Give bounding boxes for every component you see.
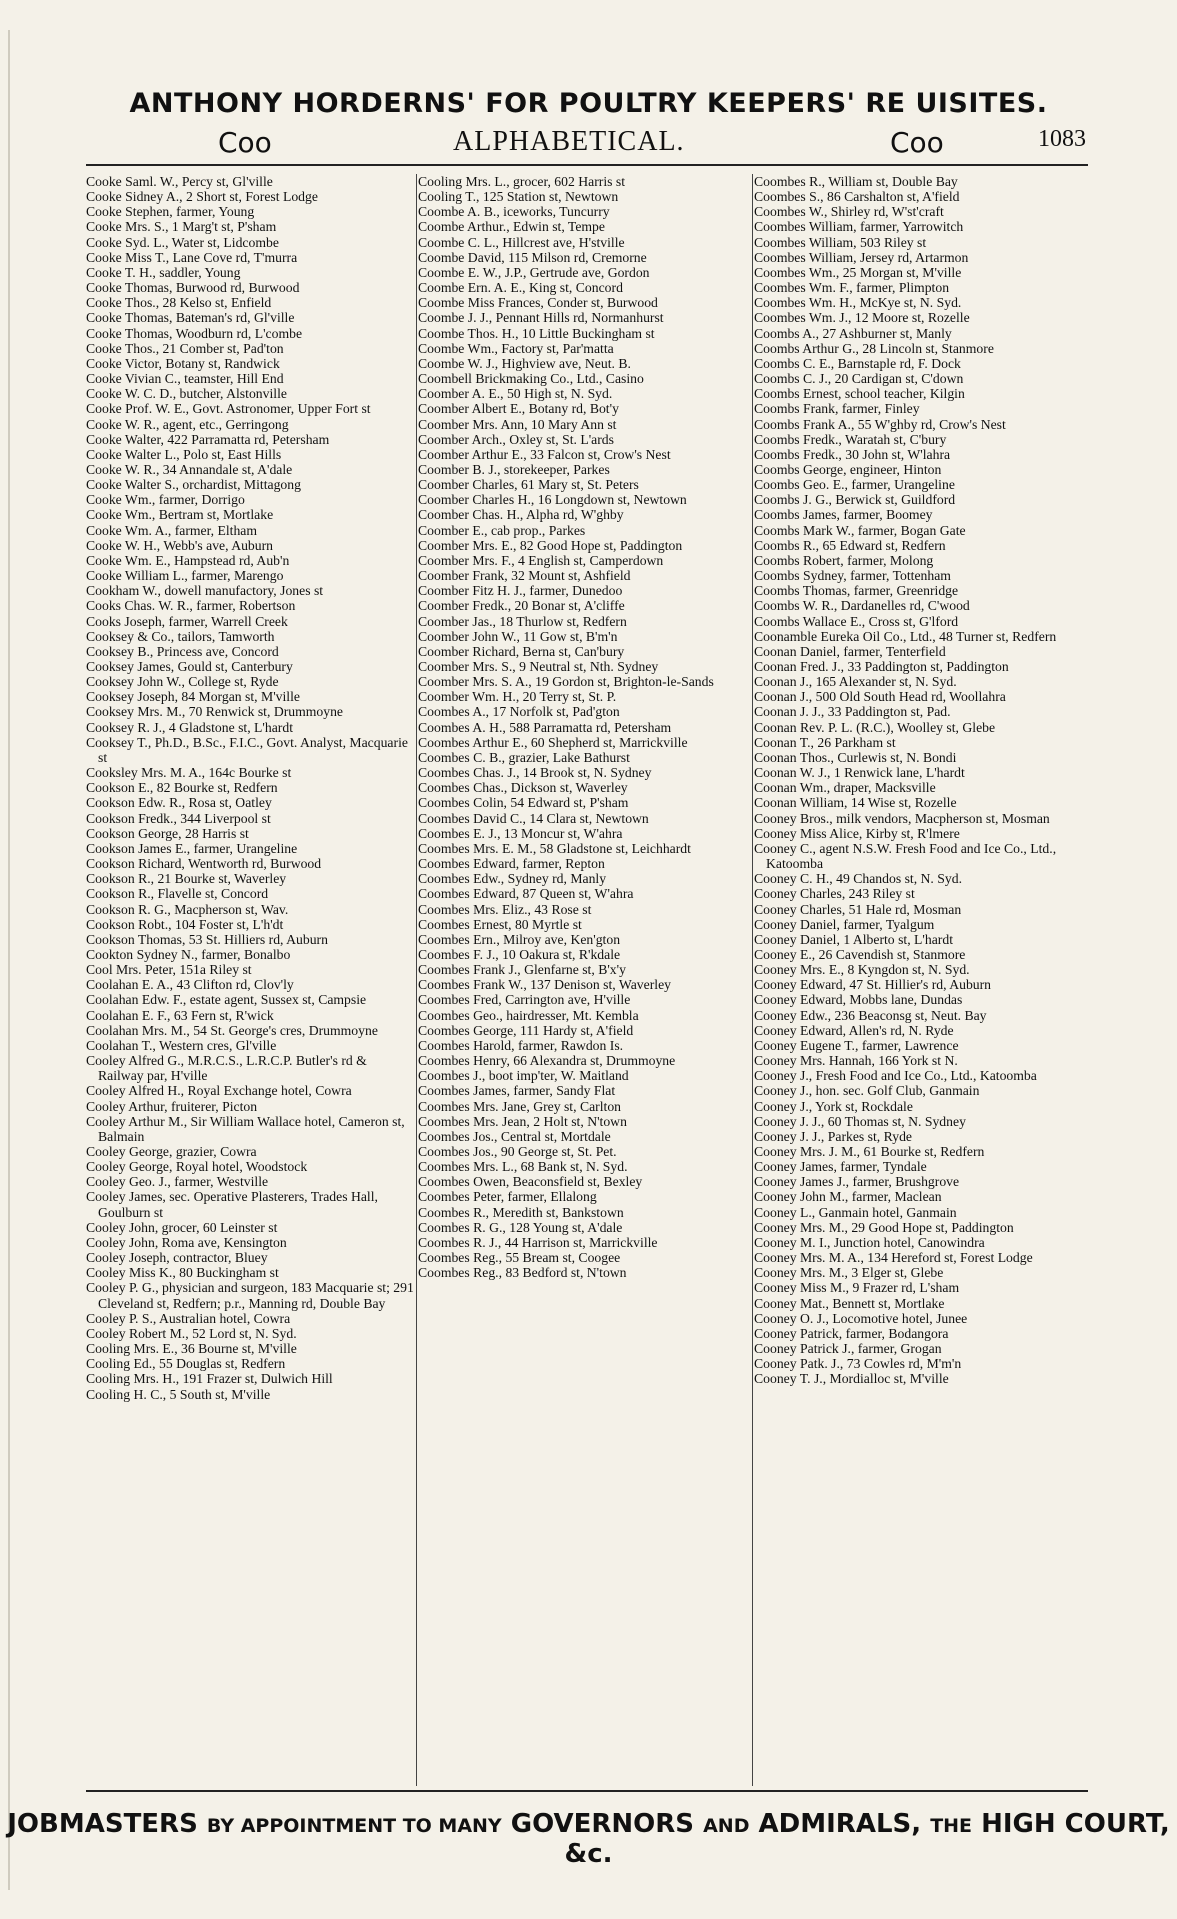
directory-entry: Coombes Reg., 83 Bedford st, N'town: [418, 1265, 627, 1281]
directory-entry: Coombes Wm., 25 Morgan st, M'ville: [754, 264, 962, 280]
directory-entry: Coombes Wm. H., McKye st, N. Syd.: [754, 295, 962, 311]
directory-entry: Coombes Wm. F., farmer, Plimpton: [754, 280, 950, 296]
directory-entry: Cookton Sydney N., farmer, Bonalbo: [86, 946, 291, 962]
directory-entry: Coombes E. J., 13 Moncur st, W'ahra: [418, 825, 623, 841]
directory-entry: Cooney Patk. J., 73 Cowles rd, M'm'n: [754, 1356, 962, 1372]
directory-entry: Coombe David, 115 Milson rd, Cremorne: [418, 249, 647, 265]
directory-entry: Cooney Mrs. E., 8 Kyngdon st, N. Syd.: [754, 962, 970, 978]
directory-entry: Coombes F. J., 10 Oakura st, R'kdale: [418, 946, 621, 962]
directory-entry: Coombes Ernest, 80 Myrtle st: [418, 916, 582, 932]
footer-admirals: ADMIRALS,: [758, 1809, 922, 1839]
directory-entry: Coombes Peter, farmer, Ellalong: [418, 1189, 597, 1205]
directory-entry: Coomber Mrs. F., 4 English st, Camperdown: [418, 552, 664, 568]
directory-entry: Coombs J. G., Berwick st, Guildford: [754, 492, 956, 508]
page-banner: ANTHONY HORDERNS' FOR POULTRY KEEPERS' RE UISITES.: [129, 88, 1048, 119]
directory-column-2: [418, 174, 750, 1786]
directory-entry: Coombs George, engineer, Hinton: [754, 461, 942, 477]
directory-entry: Cooling Ed., 55 Douglas st, Redfern: [86, 1356, 286, 1372]
directory-entry: Coombe Miss Frances, Conder st, Burwood: [418, 295, 658, 311]
directory-entry: Cooney J., York st, Rockdale: [754, 1098, 913, 1114]
directory-entry: Coonan W. J., 1 Renwick lane, L'hardt: [754, 765, 965, 781]
directory-entry: Cookson R., 21 Bourke st, Waverley: [86, 871, 287, 887]
directory-entry: Cooney Edward, Mobbs lane, Dundas: [754, 992, 963, 1008]
directory-entry: Cookson Edw. R., Rosa st, Oatley: [86, 795, 272, 811]
directory-entry: Cooksey B., Princess ave, Concord: [86, 643, 279, 659]
directory-entry: Cooley Alfred G., M.R.C.S., L.R.C.P. Butler's rd & Railway par, H'ville: [86, 1053, 367, 1084]
directory-entry: Coonamble Eureka Oil Co., Ltd., 48 Turner st, Redfern: [754, 628, 1057, 644]
directory-entry: Coombes Henry, 66 Alexandra st, Drummoyne: [418, 1053, 676, 1069]
directory-entry: Coomber E., cab prop., Parkes: [418, 522, 586, 538]
directory-entry: Coombe J. J., Pennant Hills rd, Normanhurst: [418, 310, 664, 326]
directory-entry: Cooke Vivian C., teamster, Hill End: [86, 371, 284, 387]
directory-entry: Coombes Frank W., 137 Denison st, Waverley: [418, 977, 671, 993]
directory-entry: Cookson E., 82 Bourke st, Redfern: [86, 780, 278, 796]
directory-entry: Coombes Jos., 90 George st, St. Pet.: [418, 1144, 617, 1159]
directory-entry: Cooke Prof. W. E., Govt. Astronomer, Upper Fort st: [86, 401, 371, 417]
directory-entry: Cooney C. H., 49 Chandos st, N. Syd.: [754, 871, 962, 887]
directory-entry: Coonan J. J., 33 Paddington st, Pad.: [754, 704, 951, 720]
directory-entry: Cooley Arthur M., Sir William Wallace hotel, Cameron st, Balmain: [86, 1113, 405, 1144]
directory-entry: Cooley Robert M., 52 Lord st, N. Syd.: [86, 1325, 297, 1341]
directory-entry: Cooke Victor, Botany st, Randwick: [86, 355, 280, 371]
directory-entry: Cooney Mrs. M. A., 134 Hereford st, Forest Lodge: [754, 1250, 1033, 1266]
directory-entry: Cookson Robt., 104 Foster st, L'h'dt: [86, 916, 284, 932]
directory-entry: Cookson George, 28 Harris st: [86, 825, 249, 841]
directory-entry: Cooksey Mrs. M., 70 Renwick st, Drummoyne: [86, 704, 344, 720]
directory-entry: Coonan Fred. J., 33 Paddington st, Paddington: [754, 659, 1009, 674]
directory-entry: Cool Mrs. Peter, 151a Riley st: [86, 962, 252, 978]
directory-entry: Coomber A. E., 50 High st, N. Syd.: [418, 386, 613, 402]
directory-entry: Cooney E., 26 Cavendish st, Stanmore: [754, 946, 966, 962]
directory-entry: Cooke Walter L., Polo st, East Hills: [86, 446, 282, 462]
directory-entry: Coombes Fred, Carrington ave, H'ville: [418, 992, 631, 1008]
footer-the: THE: [930, 1815, 973, 1837]
directory-entry: Cooksey James, Gould st, Canterbury: [86, 659, 293, 674]
directory-entry: Coombes William, Jersey rd, Artarmon: [754, 249, 969, 265]
column-divider: [752, 174, 753, 1786]
directory-entry: Cooley P. G., physician and surgeon, 183 Macquarie st; 291 Cleveland st, Redfern; p.r., Manning rd, Double Bay: [86, 1280, 414, 1311]
directory-entry: Coombes Mrs. Jane, Grey st, Carlton: [418, 1098, 622, 1114]
directory-entry: Cooney O. J., Locomotive hotel, Junee: [754, 1310, 968, 1326]
directory-entry: Coombs Mark W., farmer, Bogan Gate: [754, 522, 966, 538]
directory-entry: Coombes Reg., 55 Bream st, Coogee: [418, 1250, 621, 1266]
directory-entry: Coomber Richard, Berna st, Can'bury: [418, 643, 625, 659]
directory-entry: Coolahan T., Western cres, Gl'ville: [86, 1037, 277, 1053]
directory-entry: Coombe Wm., Factory st, Par'matta: [418, 340, 614, 356]
directory-entry: Cooney Bros., milk vendors, Macpherson st, Mosman: [754, 810, 1050, 826]
directory-entry: Coombs Frank, farmer, Finley: [754, 401, 920, 417]
directory-entry: Cooke Thomas, Burwood rd, Burwood: [86, 280, 300, 296]
directory-entry: Cooke W. R., agent, etc., Gerringong: [86, 416, 289, 432]
directory-entry: Cooke W. H., Webb's ave, Auburn: [86, 537, 274, 553]
directory-entry: Cooney Mrs. J. M., 61 Bourke st, Redfern: [754, 1144, 985, 1159]
directory-entry: Coomber Mrs. S., 9 Neutral st, Nth. Sydney: [418, 659, 659, 674]
directory-entry: Cooke Mrs. S., 1 Marg't st, P'sham: [86, 219, 277, 235]
directory-entry: Coombes George, 111 Hardy st, A'field: [418, 1022, 634, 1038]
directory-entry: Cookson R., Flavelle st, Concord: [86, 886, 269, 902]
directory-entry: Coombs Arthur G., 28 Lincoln st, Stanmore: [754, 340, 994, 356]
directory-entry: Cooney Eugene T., farmer, Lawrence: [754, 1037, 959, 1053]
directory-entry: Cooney Mrs. Hannah, 166 York st N.: [754, 1053, 958, 1069]
directory-entry: Cooney Edw., 236 Beaconsg st, Neut. Bay: [754, 1007, 987, 1023]
directory-entry: Cooney M. I., Junction hotel, Canowindra: [754, 1234, 985, 1250]
directory-entry: Cooling Mrs. E., 36 Bourne st, M'ville: [86, 1341, 297, 1357]
directory-entry: Coolahan Mrs. M., 54 St. George's cres, Drummoyne: [86, 1022, 378, 1038]
directory-entry: Coombes Frank J., Glenfarne st, B'x'y: [418, 962, 626, 978]
directory-entry: Coombes Mrs. E. M., 58 Gladstone st, Leichhardt: [418, 840, 691, 856]
section-title: ALPHABETICAL.: [453, 126, 685, 157]
column-divider: [416, 174, 417, 1786]
footer-by-appointment: BY APPOINTMENT TO MANY: [206, 1815, 502, 1837]
directory-entry: Coombs Sydney, farmer, Tottenham: [754, 568, 951, 584]
directory-entry: Coonan Rev. P. L. (R.C.), Woolley st, Glebe: [754, 719, 996, 735]
directory-entry: Coonan William, 14 Wise st, Rozelle: [754, 795, 957, 811]
directory-entry: Coombes Arthur E., 60 Shepherd st, Marrickville: [418, 734, 688, 750]
directory-entry: Cooke Thomas, Woodburn rd, L'combe: [86, 325, 303, 341]
directory-entry: Coombes Harold, farmer, Rawdon Is.: [418, 1037, 624, 1053]
directory-entry: Coomber Charles, 61 Mary st, St. Peters: [418, 477, 639, 493]
directory-entry: Cooney James J., farmer, Brushgrove: [754, 1174, 960, 1190]
directory-entry: Cookson Fredk., 344 Liverpool st: [86, 810, 271, 826]
directory-entry: Coombs Robert, farmer, Molong: [754, 552, 934, 568]
directory-entry: Coomber Chas. H., Alpha rd, W'ghby: [418, 507, 624, 523]
directory-entry: Cookson James E., farmer, Urangeline: [86, 840, 298, 856]
directory-entry: Coolahan E. A., 43 Clifton rd, Clov'ly: [86, 977, 294, 993]
directory-entry: Coombs Fredk., 30 John st, W'lahra: [754, 446, 951, 462]
directory-entry: Cooke W. C. D., butcher, Alstonville: [86, 386, 287, 402]
directory-entry: Cooling H. C., 5 South st, M'ville: [86, 1386, 271, 1402]
directory-entry: Coomber Arch., Oxley st, St. L'ards: [418, 431, 614, 447]
directory-entry: Coombes William, 503 Riley st: [754, 234, 927, 250]
directory-entry: Coombes R., Meredith st, Bankstown: [418, 1204, 624, 1220]
directory-entry: Cooley George, Royal hotel, Woodstock: [86, 1159, 308, 1175]
footer-and: AND: [703, 1815, 750, 1837]
directory-entry: Cooksey T., Ph.D., B.Sc., F.I.C., Govt. Analyst, Macquarie st: [86, 734, 408, 765]
directory-entry: Coonan Wm., draper, Macksville: [754, 780, 936, 796]
directory-entry: Coombes R. G., 128 Young st, A'dale: [418, 1219, 623, 1235]
directory-entry: Coombes Chas. J., 14 Brook st, N. Sydney: [418, 765, 652, 781]
directory-entry: Cooney Miss M., 9 Frazer rd, L'sham: [754, 1280, 960, 1296]
directory-entry: Cooley John, grocer, 60 Leinster st: [86, 1219, 278, 1235]
directory-entry: Coomber Albert E., Botany rd, Bot'y: [418, 401, 619, 417]
directory-entry: Coombes Colin, 54 Edward st, P'sham: [418, 795, 629, 811]
directory-entry: Coolahan Edw. F., estate agent, Sussex st, Campsie: [86, 992, 367, 1008]
directory-entry: Cooke Thomas, Bateman's rd, Gl'ville: [86, 310, 295, 326]
directory-entry: Coonan Thos., Curlewis st, N. Bondi: [754, 749, 957, 765]
directory-entry: Cooke William L., farmer, Marengo: [86, 568, 284, 584]
directory-entry: Cooney J., hon. sec. Golf Club, Ganmain: [754, 1083, 980, 1099]
directory-entry: Cooling Mrs. H., 191 Frazer st, Dulwich Hill: [86, 1371, 333, 1387]
directory-entry: Coombes R., William st, Double Bay: [754, 174, 958, 189]
directory-entry: Coomber B. J., storekeeper, Parkes: [418, 461, 610, 477]
directory-entry: Coombes Owen, Beaconsfield st, Bexley: [418, 1174, 643, 1190]
directory-entry: Cooke Stephen, farmer, Young: [86, 204, 255, 220]
directory-entry: Coomber Fredk., 20 Bonar st, A'cliffe: [418, 598, 625, 614]
directory-entry: Coombe Ern. A. E., King st, Concord: [418, 280, 623, 296]
directory-entry: Coombes A. H., 588 Parramatta rd, Petersham: [418, 719, 672, 735]
directory-entry: Cooney James, farmer, Tyndale: [754, 1159, 927, 1175]
directory-entry: Cooke Wm., farmer, Dorrigo: [86, 492, 245, 508]
directory-entry: Cooke W. R., 34 Annandale st, A'dale: [86, 461, 293, 477]
directory-entry: Coombes Wm. J., 12 Moore st, Rozelle: [754, 310, 970, 326]
directory-entry: Coombe Thos. H., 10 Little Buckingham st: [418, 325, 655, 341]
directory-entry: Coombs Ernest, school teacher, Kilgin: [754, 386, 965, 402]
directory-entry: Coomber Fitz H. J., farmer, Dunedoo: [418, 583, 623, 599]
directory-entry: Cooksey Joseph, 84 Morgan st, M'ville: [86, 689, 300, 705]
directory-entry: Cookson Richard, Wentworth rd, Burwood: [86, 856, 322, 872]
footer-high-court: HIGH COURT, &c.: [564, 1809, 1170, 1869]
directory-entry: Cooney T. J., Mordialloc st, M'ville: [754, 1371, 949, 1387]
directory-entry: Coonan J., 500 Old South Head rd, Woollahra: [754, 689, 1006, 705]
directory-entry: Cooke Saml. W., Percy st, Gl'ville: [86, 174, 273, 189]
directory-entry: Cooke Sidney A., 2 Short st, Forest Lodge: [86, 189, 318, 205]
directory-entry: Coombes S., 86 Carshalton st, A'field: [754, 189, 960, 205]
directory-entry: Cooke Miss T., Lane Cove rd, T'murra: [86, 249, 298, 265]
directory-entry: Coombes William, farmer, Yarrowitch: [754, 219, 964, 235]
directory-entry: Coombs Wallace E., Cross st, G'lford: [754, 613, 959, 629]
directory-entry: Coombes Geo., hairdresser, Mt. Kembla: [418, 1007, 639, 1023]
directory-entry: Coombes Chas., Dickson st, Waverley: [418, 780, 628, 796]
directory-entry: Cooksey John W., College st, Ryde: [86, 674, 279, 690]
directory-entry: Coombell Brickmaking Co., Ltd., Casino: [418, 371, 644, 387]
directory-entry: Cooney Daniel, 1 Alberto st, L'hardt: [754, 931, 953, 947]
directory-entry: Cooley James, sec. Operative Plasterers, Trades Hall, Goulburn st: [86, 1189, 378, 1220]
directory-entry: Cooley George, grazier, Cowra: [86, 1144, 257, 1159]
directory-column-1: [86, 174, 414, 1786]
directory-entry: Cooney Patrick J., farmer, Grogan: [754, 1341, 942, 1357]
directory-entry: Cooksey & Co., tailors, Tamworth: [86, 628, 275, 644]
directory-entry: Coombs James, farmer, Boomey: [754, 507, 933, 523]
directory-entry: Cooney Mat., Bennett st, Mortlake: [754, 1295, 945, 1311]
directory-entry: Cooke Wm. A., farmer, Eltham: [86, 522, 258, 538]
directory-entry: Coombs C. J., 20 Cardigan st, C'down: [754, 371, 964, 387]
footer-governors: GOVERNORS: [510, 1809, 695, 1839]
directory-entry: Cookham W., dowell manufactory, Jones st: [86, 583, 324, 599]
page-number: 1083: [1038, 126, 1086, 152]
right-guide-word: Coo: [890, 126, 944, 159]
directory-entry: Cooney Mrs. M., 29 Good Hope st, Paddington: [754, 1219, 1014, 1235]
directory-entry: Cooney Edward, 47 St. Hillier's rd, Auburn: [754, 977, 992, 993]
directory-entry: Coombes Mrs. L., 68 Bank st, N. Syd.: [418, 1159, 628, 1175]
directory-entry: Coombes J., boot imp'ter, W. Maitland: [418, 1068, 629, 1084]
directory-entry: Coombes Edw., Sydney rd, Manly: [418, 871, 607, 887]
directory-entry: Coombes Edward, 87 Queen st, W'ahra: [418, 886, 634, 902]
directory-entry: Coombe C. L., Hillcrest ave, H'stville: [418, 234, 625, 250]
directory-entry: Cooke Wm. E., Hampstead rd, Aub'n: [86, 552, 290, 568]
directory-entry: Cooke Thos., 28 Kelso st, Enfield: [86, 295, 272, 311]
directory-entry: Cooney Edward, Allen's rd, N. Ryde: [754, 1022, 954, 1038]
footer-rule: [86, 1790, 1088, 1792]
directory-entry: Coonan T., 26 Parkham st: [754, 734, 896, 750]
directory-entry: Cooke Wm., Bertram st, Mortlake: [86, 507, 274, 523]
directory-entry: Cooling T., 125 Station st, Newtown: [418, 189, 619, 205]
directory-entry: Coombs Frank A., 55 W'ghby rd, Crow's Nest: [754, 416, 1006, 432]
directory-entry: Coombe A. B., iceworks, Tuncurry: [418, 204, 610, 220]
directory-entry: Coonan J., 165 Alexander st, N. Syd.: [754, 674, 957, 690]
directory-entry: Cooley Alfred H., Royal Exchange hotel, Cowra: [86, 1083, 352, 1099]
directory-entry: Coombe E. W., J.P., Gertrude ave, Gordon: [418, 264, 650, 280]
directory-entry: Coombes Mrs. Jean, 2 Holt st, N'town: [418, 1113, 627, 1129]
directory-entry: Coombs C. E., Barnstaple rd, F. Dock: [754, 355, 961, 371]
directory-entry: Coombs W. R., Dardanelles rd, C'wood: [754, 598, 970, 614]
directory-entry: Coombs Geo. E., farmer, Urangeline: [754, 477, 955, 493]
directory-entry: Coombes Edward, farmer, Repton: [418, 856, 605, 872]
directory-entry: Coombe Arthur., Edwin st, Tempe: [418, 219, 605, 235]
directory-entry: Cooney John M., farmer, Maclean: [754, 1189, 942, 1205]
directory-entry: Coolahan E. F., 63 Fern st, R'wick: [86, 1007, 274, 1023]
directory-entry: Cooney Patrick, farmer, Bodangora: [754, 1325, 949, 1341]
directory-entry: Coombs Fredk., Waratah st, C'bury: [754, 431, 947, 447]
directory-entry: Cooley Miss K., 80 Buckingham st: [86, 1265, 279, 1281]
directory-entry: Coombs Thomas, farmer, Greenridge: [754, 583, 959, 599]
directory-entry: Cooney C., agent N.S.W. Fresh Food and Ice Co., Ltd., Katoomba: [754, 840, 1057, 872]
directory-entry: Coombes R. J., 44 Harrison st, Marrickville: [418, 1234, 658, 1250]
directory-entry: Cooley Arthur, fruiterer, Picton: [86, 1098, 258, 1114]
directory-column-3: [754, 174, 1088, 1786]
directory-entry: Coombs R., 65 Edward st, Redfern: [754, 537, 946, 553]
directory-entry: Coombes David C., 14 Clara st, Newtown: [418, 810, 649, 826]
directory-entry: Coomber John W., 11 Gow st, B'm'n: [418, 628, 618, 644]
directory-entry: Cooney Mrs. M., 3 Elger st, Glebe: [754, 1265, 944, 1281]
directory-entry: Cooksey R. J., 4 Gladstone st, L'hardt: [86, 719, 294, 735]
directory-entry: Coomber Jas., 18 Thurlow st, Redfern: [418, 613, 627, 629]
directory-entry: Coombes Jos., Central st, Mortdale: [418, 1128, 611, 1144]
directory-entry: Coomber Mrs. Ann, 10 Mary Ann st: [418, 416, 617, 432]
directory-entry: Cooke Walter S., orchardist, Mittagong: [86, 477, 301, 493]
directory-entry: Cookson R. G., Macpherson st, Wav.: [86, 901, 289, 917]
directory-entry: Cooney Charles, 243 Riley st: [754, 886, 915, 902]
directory-entry: Cooney Daniel, farmer, Tyalgum: [754, 916, 935, 932]
directory-entry: Cooney Miss Alice, Kirby st, R'lmere: [754, 825, 960, 841]
directory-entry: Cooney J. J., 60 Thomas st, N. Sydney: [754, 1113, 966, 1129]
directory-entry: Cookson Thomas, 53 St. Hilliers rd, Auburn: [86, 931, 328, 947]
footer-advert: [0, 1809, 1177, 1869]
directory-entry: Coombs A., 27 Ashburner st, Manly: [754, 325, 952, 341]
directory-entry: Coombes James, farmer, Sandy Flat: [418, 1083, 616, 1099]
directory-entry: Cooney Charles, 51 Hale rd, Mosman: [754, 901, 962, 917]
directory-entry: Cooke Syd. L., Water st, Lidcombe: [86, 234, 279, 250]
directory-entry: Coomber Arthur E., 33 Falcon st, Crow's Nest: [418, 446, 671, 462]
footer-jobmasters: JOBMASTERS: [7, 1809, 198, 1839]
directory-entry: Coomber Frank, 32 Mount st, Ashfield: [418, 568, 631, 584]
directory-entry: Cooney J., Fresh Food and Ice Co., Ltd., Katoomba: [754, 1068, 1037, 1084]
directory-entry: Coomber Wm. H., 20 Terry st, St. P.: [418, 689, 617, 705]
directory-entry: Cooney L., Ganmain hotel, Ganmain: [754, 1204, 957, 1220]
header-rule: [86, 164, 1088, 166]
directory-entry: Coomber Mrs. E., 82 Good Hope st, Paddington: [418, 537, 683, 553]
directory-entry: Coonan Daniel, farmer, Tenterfield: [754, 643, 946, 659]
directory-entry: Cooke Walter, 422 Parramatta rd, Petersham: [86, 431, 330, 447]
directory-entry: Coombes W., Shirley rd, W'st'craft: [754, 204, 944, 220]
directory-entry: Coomber Mrs. S. A., 19 Gordon st, Brighton-le-Sands: [418, 674, 714, 690]
directory-entry: Coombes Mrs. Eliz., 43 Rose st: [418, 901, 592, 917]
directory-entry: Cooley John, Roma ave, Kensington: [86, 1234, 287, 1250]
directory-entry: Coombes Ern., Milroy ave, Ken'gton: [418, 931, 621, 947]
directory-entry: Coombes C. B., grazier, Lake Bathurst: [418, 749, 630, 765]
directory-entry: Coombe W. J., Highview ave, Neut. B.: [418, 355, 631, 371]
directory-entry: Cooley Joseph, contractor, Bluey: [86, 1250, 268, 1266]
directory-entry: Cooley Geo. J., farmer, Westville: [86, 1174, 269, 1190]
directory-entry: Cooks Chas. W. R., farmer, Robertson: [86, 598, 296, 614]
directory-entry: Cooks Joseph, farmer, Warrell Creek: [86, 613, 288, 629]
directory-entry: Cooke Thos., 21 Comber st, Pad'ton: [86, 340, 284, 356]
directory-entry: Cooke T. H., saddler, Young: [86, 264, 241, 280]
directory-entry: Coombes A., 17 Norfolk st, Pad'gton: [418, 704, 620, 720]
page-edge: [8, 30, 10, 1890]
running-head: [208, 126, 1092, 159]
directory-entry: Cooksley Mrs. M. A., 164c Bourke st: [86, 765, 292, 781]
left-guide-word: Coo: [218, 126, 272, 159]
directory-entry: Cooney J. J., Parkes st, Ryde: [754, 1128, 912, 1144]
directory-entry: Cooling Mrs. L., grocer, 602 Harris st: [418, 174, 626, 189]
directory-entry: Coomber Charles H., 16 Longdown st, Newtown: [418, 492, 687, 508]
directory-entry: Cooley P. S., Australian hotel, Cowra: [86, 1310, 291, 1326]
